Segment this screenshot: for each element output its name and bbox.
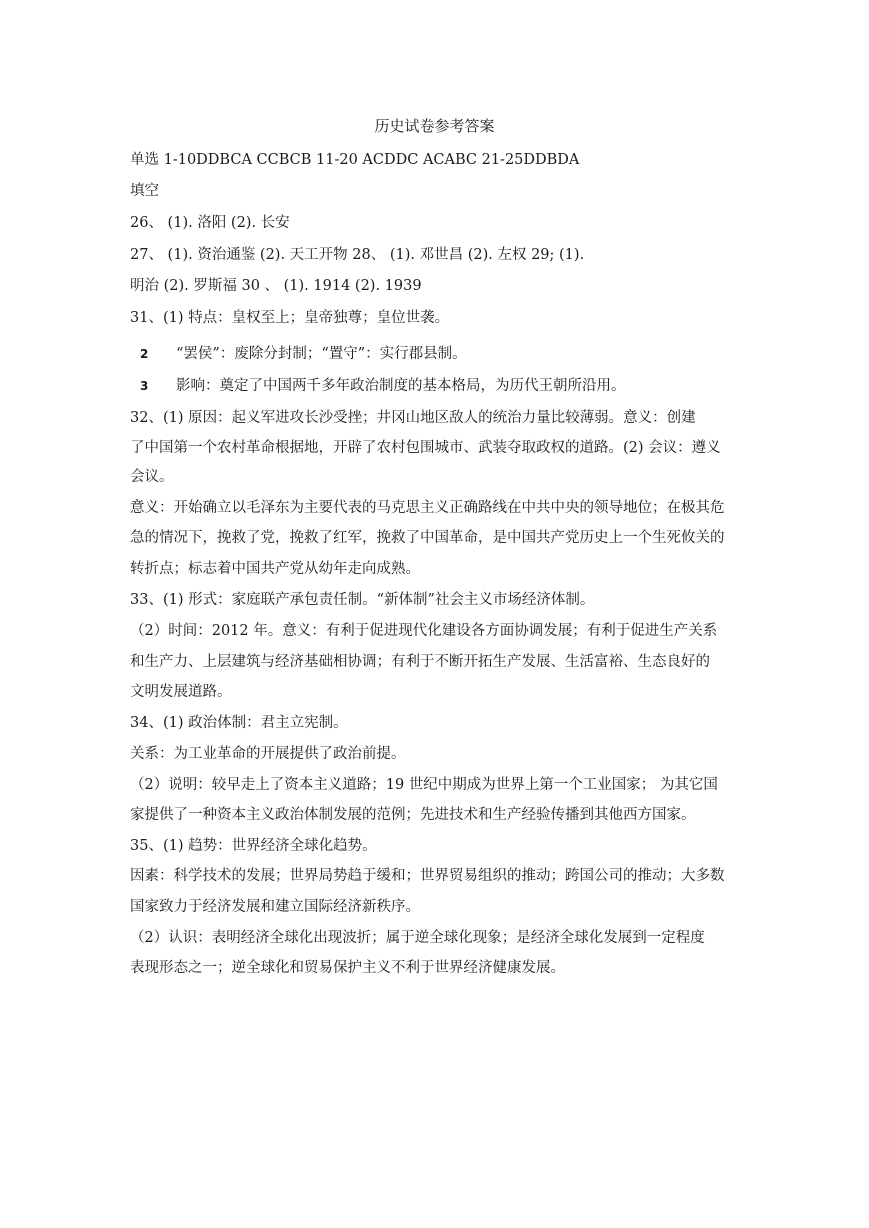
text-line: 31、(1) 特点：皇权至上；皇帝独尊；皇位世袭。: [130, 310, 450, 326]
text-line: （2）时间：2012 年。意义：有利于促进现代化建设各方面协调发展；有利于促进生产关系: [130, 623, 718, 639]
text-line: 明治 (2). 罗斯福 30 、 (1). 1914 (2). 1939: [130, 278, 422, 294]
text-span: “罢侯”：废除分封制；“置守”：实行郡县制。: [176, 346, 467, 362]
text-line: 填空: [130, 183, 159, 199]
list-marker: 3: [140, 379, 149, 393]
list-marker: 2: [140, 347, 149, 361]
text-line: 急的情况下，挽救了党，挽救了红军，挽救了中国革命，是中国共产党历史上一个生死攸关的: [130, 530, 725, 546]
text-line: 27、 (1). 资治通鉴 (2). 天工开物 28、 (1). 邓世昌 (2). 左权 29; (1).: [130, 247, 585, 263]
text-line: 34、(1) 政治体制：君主立宪制。: [130, 715, 348, 731]
text-line: 和生产力、上层建筑与经济基础相协调；有利于不断开拓生产发展、生活富裕、生态良好的: [130, 654, 710, 670]
text-line: [140, 376, 750, 396]
text-line: 文明发展道路。: [130, 684, 232, 700]
text-line: 会议。: [130, 469, 174, 485]
text-line: 26、 (1). 洛阳 (2). 长安: [130, 215, 290, 231]
text-line: 35、(1) 趋势：世界经济全球化趋势。: [130, 838, 377, 854]
text-line: 关系：为工业革命的开展提供了政治前提。: [130, 746, 406, 762]
text-line: 了中国第一个农村革命根据地，开辟了农村包围城市、武装夺取政权的道路。(2) 会议：遵义: [130, 440, 721, 456]
page-title: 历史试卷参考答案: [374, 117, 495, 135]
text-line: （2）认识：表明经济全球化出现波折；属于逆全球化现象；是经济全球化发展到一定程度: [130, 930, 705, 946]
text-line: 家提供了一种资本主义政治体制发展的范例；先进技术和生产经验传播到其他西方国家。: [130, 807, 696, 823]
text-line: 因素：科学技术的发展；世界局势趋于缓和；世界贸易组织的推动；跨国公司的推动；大多数: [130, 868, 725, 884]
text-line: 32、(1) 原因：起义军进攻长沙受挫；井冈山地区敌人的统治力量比较薄弱。意义：创建: [130, 410, 696, 426]
text-line: （2）说明：较早走上了资本主义道路；19 世纪中期成为世界上第一个工业国家； 为其它国: [130, 777, 718, 793]
text-line: 转折点；标志着中国共产党从幼年走向成熟。: [130, 561, 420, 577]
text-line: 表现形态之一；逆全球化和贸易保护主义不利于世界经济健康发展。: [130, 960, 565, 976]
text-span: 影响：奠定了中国两千多年政治制度的基本格局，为历代王朝所沿用。: [176, 378, 626, 394]
text-line: [140, 344, 750, 364]
text-line: 意义：开始确立以毛泽东为主要代表的马克思主义正确路线在中共中央的领导地位；在极其危: [130, 500, 725, 516]
text-line: 单选 1-10DDBCA CCBCB 11-20 ACDDC ACABC 21-25DDBDA: [130, 152, 580, 168]
text-line: 国家致力于经济发展和建立国际经济新秩序。: [130, 899, 420, 915]
text-line: 33、(1) 形式：家庭联产承包责任制。“新体制”社会主义市场经济体制。: [130, 592, 595, 608]
